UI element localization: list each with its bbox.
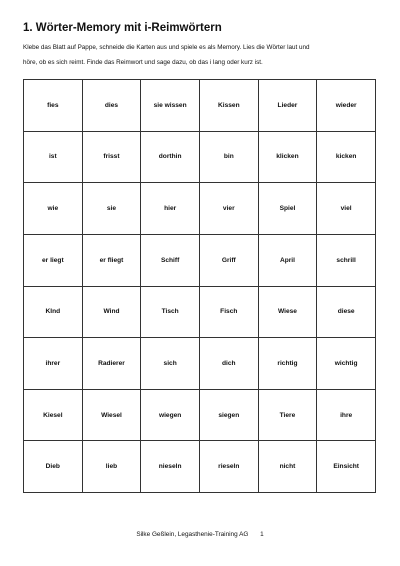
memory-card: Radierer (82, 338, 141, 390)
memory-card: Schiff (141, 234, 200, 286)
memory-card: ist (24, 131, 83, 183)
memory-card: nicht (258, 441, 317, 493)
memory-card: dich (199, 338, 258, 390)
memory-card: richtig (258, 338, 317, 390)
card-row (24, 441, 376, 493)
memory-card: Wiese (258, 286, 317, 338)
memory-card: viel (317, 183, 376, 235)
memory-card: diese (317, 286, 376, 338)
memory-card: vier (199, 183, 258, 235)
memory-card: schrill (317, 234, 376, 286)
memory-card: Wind (82, 286, 141, 338)
memory-card: rieseln (199, 441, 258, 493)
card-row (24, 389, 376, 441)
memory-card: dies (82, 80, 141, 132)
memory-card: Wiesel (82, 389, 141, 441)
memory-card: kicken (317, 131, 376, 183)
memory-card: bin (199, 131, 258, 183)
memory-card-grid (23, 79, 376, 493)
memory-card: er liegt (24, 234, 83, 286)
memory-card: Einsicht (317, 441, 376, 493)
memory-card: dorthin (141, 131, 200, 183)
memory-card: KInd (24, 286, 83, 338)
memory-card: siegen (199, 389, 258, 441)
memory-card: Tiere (258, 389, 317, 441)
memory-card: wiegen (141, 389, 200, 441)
page-footer (0, 531, 400, 538)
card-row (24, 183, 376, 235)
memory-card: wie (24, 183, 83, 235)
memory-card: nieseln (141, 441, 200, 493)
memory-card: Fisch (199, 286, 258, 338)
memory-card: April (258, 234, 317, 286)
memory-card: er fliegt (82, 234, 141, 286)
memory-card: Lieder (258, 80, 317, 132)
memory-card: Griff (199, 234, 258, 286)
memory-card: frisst (82, 131, 141, 183)
memory-card: wichtig (317, 338, 376, 390)
memory-card: hier (141, 183, 200, 235)
card-row (24, 80, 376, 132)
memory-card: sie wissen (141, 80, 200, 132)
card-row (24, 338, 376, 390)
memory-card: ihre (317, 389, 376, 441)
memory-card: sich (141, 338, 200, 390)
memory-card: klicken (258, 131, 317, 183)
memory-card: fies (24, 80, 83, 132)
footer-author: Silke Geßlein, Legasthenie-Training AG (136, 531, 249, 538)
page-title: 1. Wörter-Memory mit i-Reimwörtern (23, 22, 222, 34)
memory-card: ihrer (24, 338, 83, 390)
memory-card: sie (82, 183, 141, 235)
card-row (24, 234, 376, 286)
card-row (24, 286, 376, 338)
instructions-line: Klebe das Blatt auf Pappe, schneide die Karten aus und spiele es als Memory. Lies die Wörter laut und (23, 44, 310, 51)
memory-card: lieb (82, 441, 141, 493)
memory-card: Kissen (199, 80, 258, 132)
memory-card: Spiel (258, 183, 317, 235)
instructions-line: höre, ob es sich reimt. Finde das Reimwort und sage dazu, ob das i lang oder kurz ist. (23, 59, 263, 66)
card-row (24, 131, 376, 183)
page-number: 1 (260, 531, 264, 538)
instructions (23, 40, 373, 70)
memory-card: Tisch (141, 286, 200, 338)
memory-card: Dieb (24, 441, 83, 493)
memory-card: wieder (317, 80, 376, 132)
memory-card: Kiesel (24, 389, 83, 441)
